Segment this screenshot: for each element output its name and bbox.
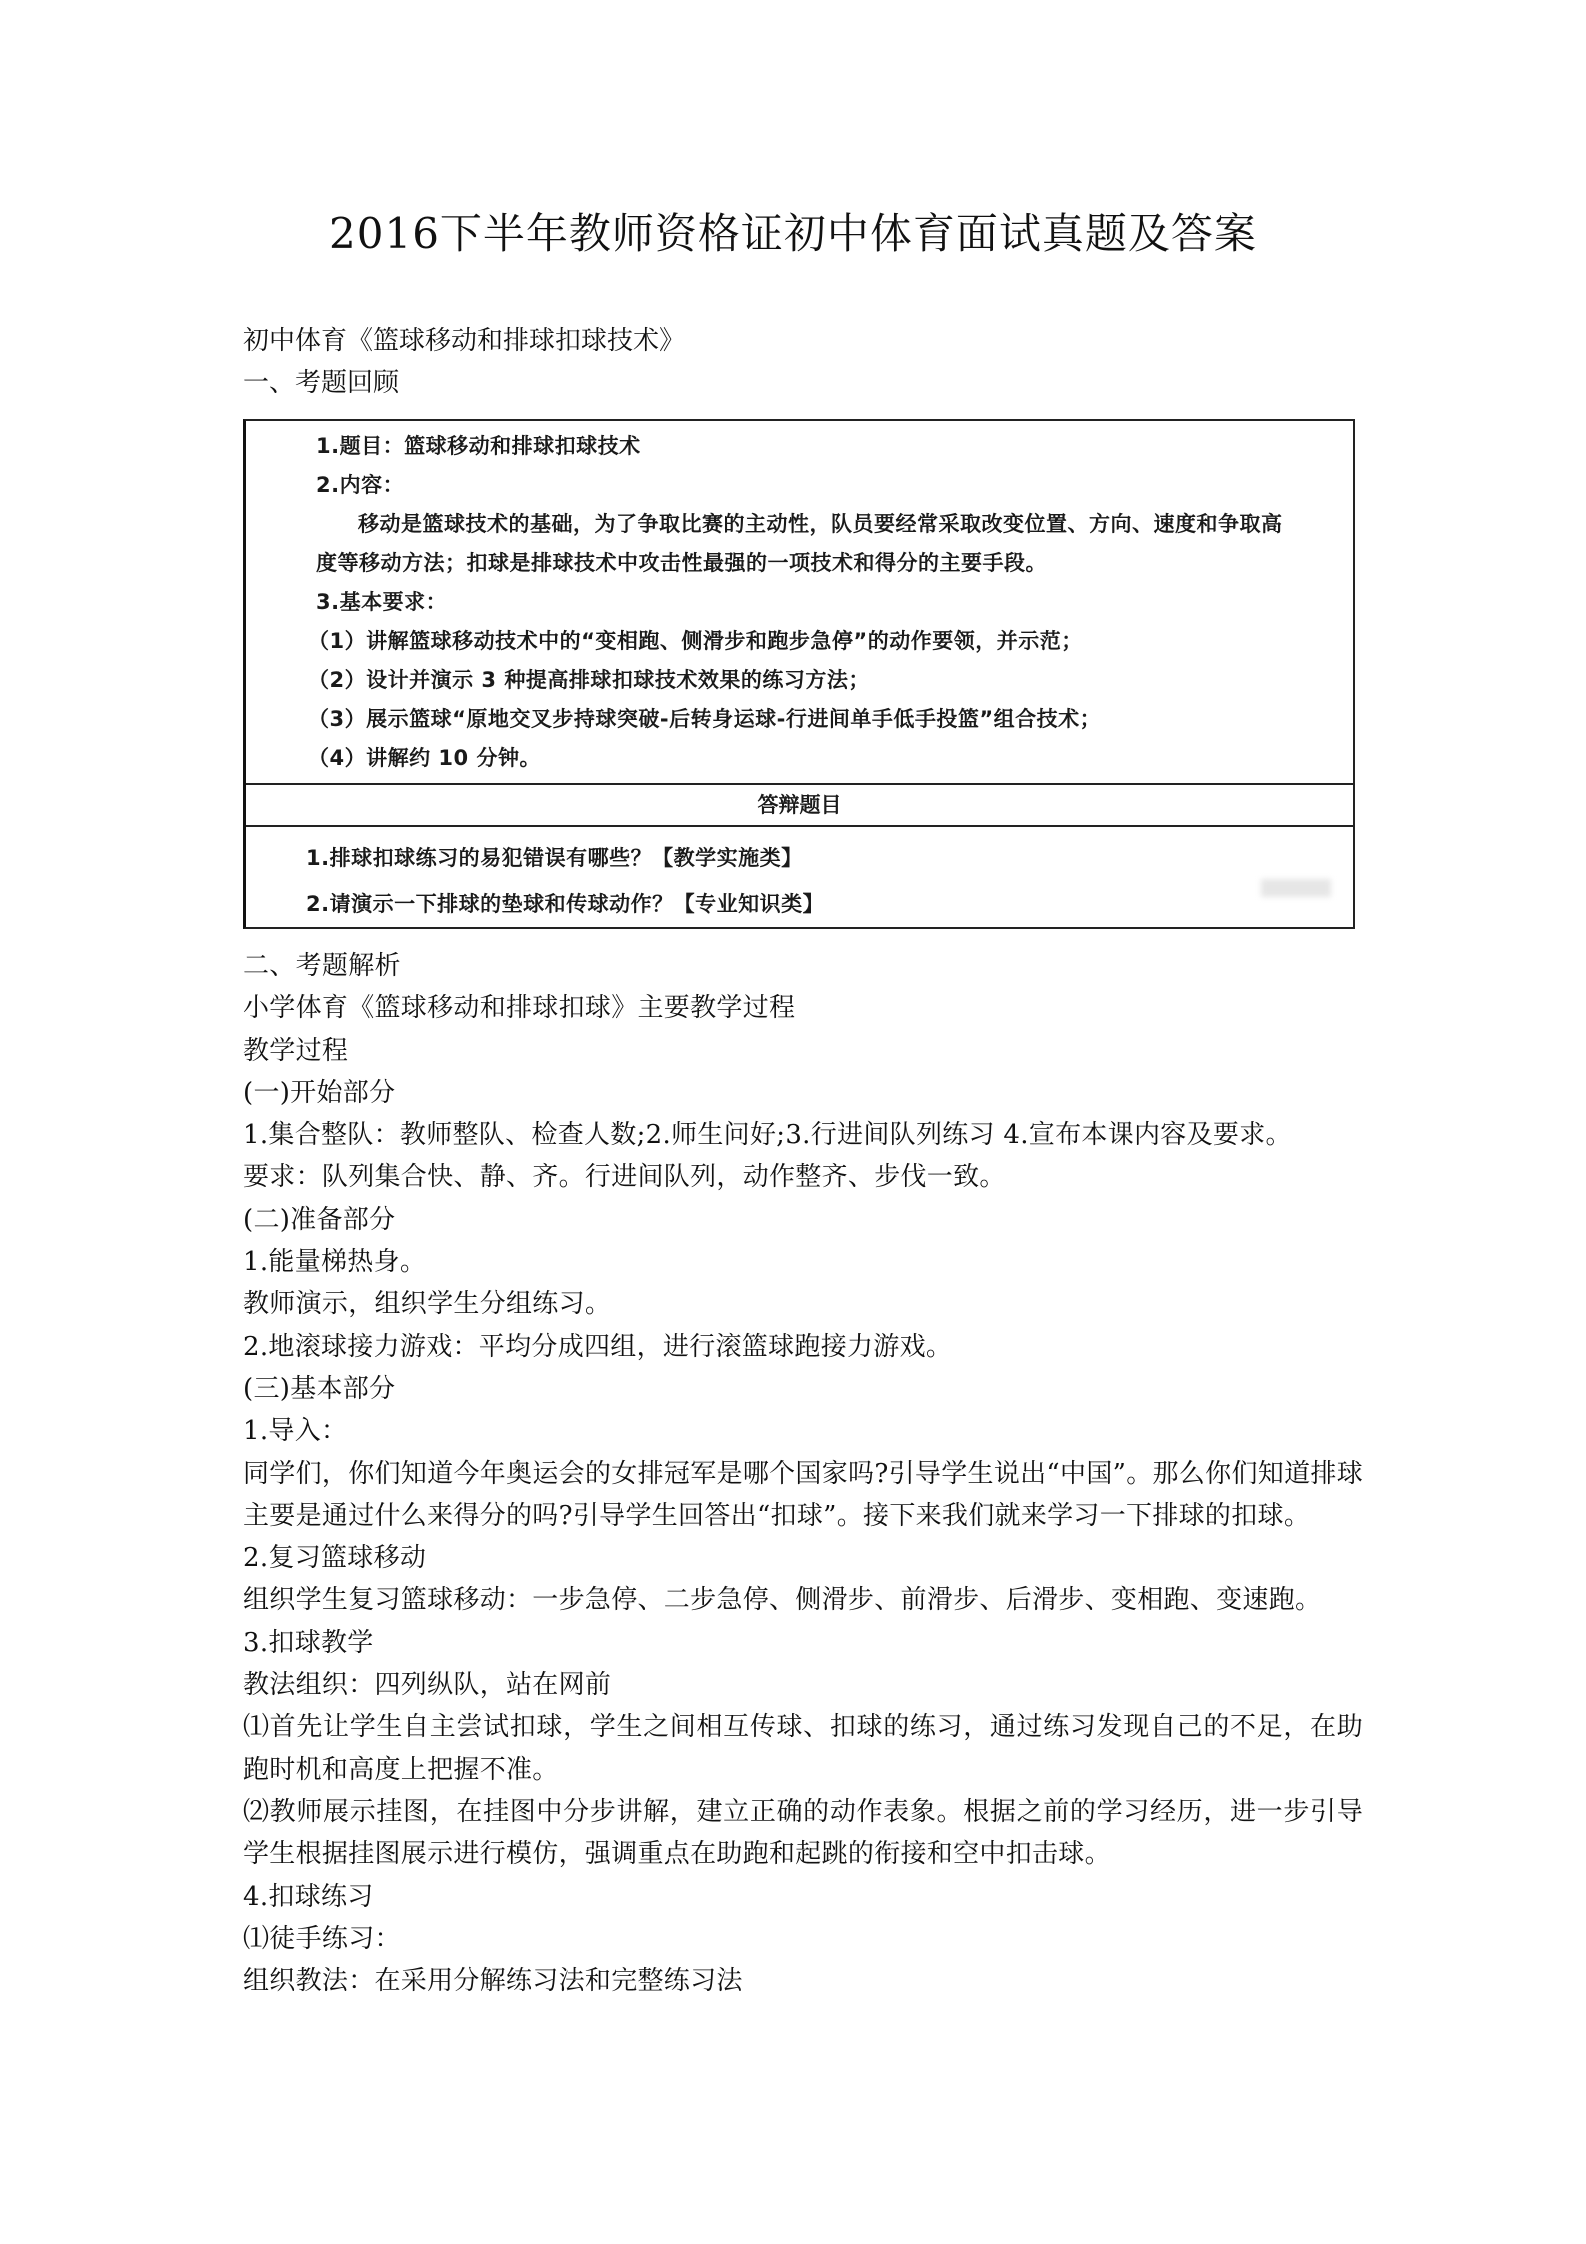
section-heading-review: 一、考题回顾 — [243, 368, 400, 398]
part3-teach-step1: ⑴首先让学生自主尝试扣球，学生之间相互传球、扣球的练习，通过练习发现自己的不足，在助跑时机和高度上把握不准。 — [243, 1712, 1363, 1785]
subject-line: 初中体育《篮球移动和排球扣球技术》 — [243, 326, 686, 356]
defense-question-1: 1.排球扣球练习的易犯错误有哪些？【教学实施类】 — [306, 846, 803, 870]
question-requirement-1: （1）讲解篮球移动技术中的“变相跑、侧滑步和跑步急停”的动作要领，并示范； — [308, 629, 1083, 653]
part3-teach-organization: 教法组织：四列纵队，站在网前 — [243, 1670, 612, 1701]
defense-questions — [246, 827, 1353, 927]
part3-heading: (三)基本部分 — [243, 1373, 396, 1404]
part3-practice-organization: 组织教法：在采用分解练习法和完整练习法 — [243, 1966, 743, 1997]
intro-block — [243, 320, 1363, 404]
part2-line3: 2.地滚球接力游戏：平均分成四组，进行滚篮球跑接力游戏。 — [243, 1331, 953, 1362]
part1-heading: (一)开始部分 — [243, 1077, 396, 1108]
part2-line1: 1.能量梯热身。 — [243, 1247, 427, 1278]
scan-smudge — [1261, 879, 1331, 897]
section-heading-analysis: 二、考题解析 — [243, 951, 401, 981]
exam-question-image — [243, 419, 1355, 929]
part1-line1: 1.集合整队：教师整队、检查人数;2.师生问好;3.行进间队列练习 4.宣布本课内容及要求。 — [243, 1120, 1292, 1151]
question-content-label: 2.内容： — [316, 473, 405, 497]
analysis-body — [243, 945, 1363, 2002]
part1-line2: 要求：队列集合快、静、齐。行进间队列，动作整齐、步伐一致。 — [243, 1162, 1006, 1193]
question-content-block — [246, 421, 1353, 785]
question-requirement-4: （4）讲解约 10 分钟。 — [308, 746, 541, 770]
defense-header: 答辩题目 — [246, 785, 1353, 827]
question-requirement-3: （3）展示篮球“原地交叉步持球突破-后转身运球-行进间单手低手投篮”组合技术； — [308, 707, 1102, 731]
question-topic: 1.题目：篮球移动和排球扣球技术 — [316, 434, 641, 458]
question-content-line1: 移动是篮球技术的基础，为了争取比赛的主动性，队员要经常采取改变位置、方向、速度和争取高 — [358, 512, 1283, 536]
document-title: 2016下半年教师资格证初中体育面试真题及答案 — [329, 209, 1257, 258]
part3-review-text: 组织学生复习篮球移动：一步急停、二步急停、侧滑步、前滑步、后滑步、变相跑、变速跑。 — [243, 1585, 1322, 1616]
part2-heading: (二)准备部分 — [243, 1204, 396, 1235]
part3-practice-step1: ⑴徒手练习： — [243, 1923, 401, 1954]
part3-practice-heading: 4.扣球练习 — [243, 1881, 374, 1912]
defense-question-2: 2.请演示一下排球的垫球和传球动作？【专业知识类】 — [306, 892, 825, 916]
question-requirement-2: （2）设计并演示 3 种提高排球扣球技术效果的练习方法； — [308, 668, 870, 692]
question-requirements-label: 3.基本要求： — [316, 590, 448, 614]
part2-line2: 教师演示，组织学生分组练习。 — [243, 1289, 612, 1320]
part3-teach-step2: ⑵教师展示挂图，在挂图中分步讲解，建立正确的动作表象。根据之前的学习经历，进一步引导学生根据挂图展示进行模仿，强调重点在助跑和起跳的衔接和空中扣击球。 — [243, 1796, 1363, 1870]
part3-teach-heading: 3.扣球教学 — [243, 1627, 374, 1658]
part3-review-heading: 2.复习篮球移动 — [243, 1543, 427, 1574]
part3-intro-paragraph: 同学们，你们知道今年奥运会的女排冠军是哪个国家吗?引导学生说出“中国”。那么你们知道排球主要是通过什么来得分的吗?引导学生回答出“扣球”。接下来我们就来学习一下排球的扣球。 — [243, 1458, 1363, 1531]
question-content-line2: 度等移动方法；扣球是排球技术中攻击性最强的一项技术和得分的主要手段。 — [316, 551, 1047, 575]
part3-intro-label: 1.导入： — [243, 1416, 348, 1447]
process-heading: 教学过程 — [243, 1035, 349, 1066]
analysis-subtitle: 小学体育《篮球移动和排球扣球》主要教学过程 — [243, 993, 796, 1024]
